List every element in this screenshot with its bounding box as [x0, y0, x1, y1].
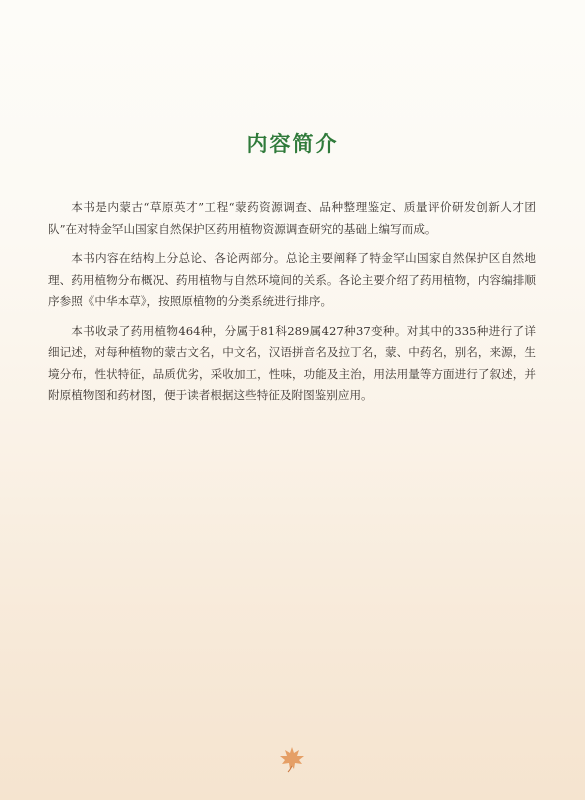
paragraph-1: 本书是内蒙古“草原英才”工程“蒙药资源调查、品种整理鉴定、质量评价研发创新人才团队”在对特金罕山国家自然保护区药用植物资源调查研究的基础上编写而成。	[48, 200, 536, 236]
maple-leaf-icon	[277, 744, 307, 774]
page-title: 内容简介	[246, 132, 339, 156]
paragraph-2: 本书内容在结构上分总论、各论两部分。总论主要阐释了特金罕山国家自然保护区自然地理、药用植物分布概况、药用植物与自然环境间的关系。各论主要介绍了药用植物，内容编排顺序参照《中华本草》，按照原植物的分类系统进行排序。	[48, 251, 536, 308]
paragraph-3: 本书收录了药用植物464种，分属于81科289属427种37变种。对其中的335种进行了详细记述，对每种植物的蒙古文名，中文名，汉语拼音名及拉丁名，蒙、中药名，别名，来源，生境分布，性状特征，品质优劣，采收加工，性味，功能及主治，用法用量等方面进行了叙述，并附原植物图和药材图，便于读者根据这些特征及附图鉴别应用。	[48, 323, 536, 402]
intro-text	[48, 197, 536, 415]
